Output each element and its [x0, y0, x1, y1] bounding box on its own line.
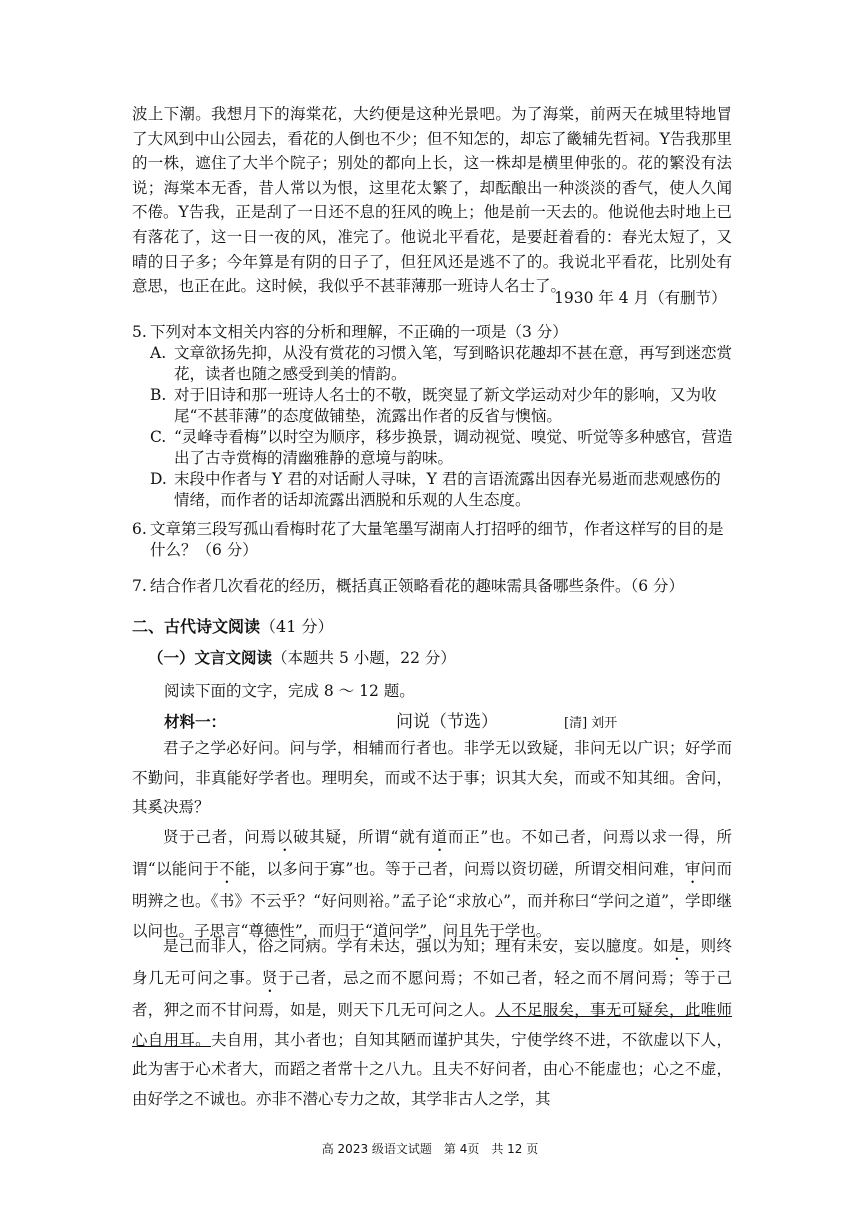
option-text: “灵峰寺看梅”以时空为顺序，移步换景，调动视觉、嗅觉、听觉等多种感官，营造出了古寺赏梅的清幽雅静的意境与韵味。 — [174, 428, 733, 467]
question-6 — [132, 519, 736, 561]
question-number: 6. — [132, 520, 147, 538]
material-label: 材料一： — [164, 713, 227, 731]
classical-paragraph-3 — [132, 932, 732, 1114]
option-label: A. — [150, 344, 167, 362]
question-text: 文章第三段写孤山看梅时花了大量笔墨写湖南人打招呼的细节，作者这样写的目的是什么？（6 分） — [150, 520, 724, 559]
essay-date: 1930 年 4 月（有删节） — [554, 289, 727, 307]
question-text: 下列对本文相关内容的分析和理解，不正确的一项是（3 分） — [150, 323, 568, 341]
text-run: 问而明辨之也。《书》不云乎？“好问则裕。”孟子论“求放心”，而并称曰“学问之道”，学即继以问也。子思言“尊德性”，而归于“道问学”，问且先于学也。 — [132, 860, 732, 940]
text-run: 能，以多问于寡”也。等于己者，问焉以资切磋，所谓交相问难， — [234, 860, 685, 878]
underlined-sentence: 人不足服矣，事无可疑矣，此唯师心自用耳。 — [132, 1001, 732, 1049]
option-d — [150, 469, 734, 511]
section-heading — [132, 614, 333, 637]
option-label: D. — [150, 470, 167, 488]
dotted-char: 是 — [669, 937, 685, 955]
reading-instruction: 阅读下面的文字，完成 8 ～ 12 题。 — [164, 682, 415, 700]
text-run: 而正”也。不如己者，问焉以求一得，所谓“以能问于 — [132, 828, 732, 878]
dotted-char: 贤 — [261, 969, 279, 987]
page-footer: 高 2023 级语文试题 第 4页 共 12 页 — [321, 1142, 539, 1156]
option-label: B. — [150, 386, 167, 404]
option-b — [150, 385, 734, 427]
question-5 — [132, 322, 736, 343]
question-number: 5. — [132, 323, 147, 341]
text-run: 是己而非人，俗之同病。学有未达，强以为知；理有未安，妄以臆度。如 — [163, 937, 670, 955]
section-title: 二、古代诗文阅读 — [132, 617, 261, 636]
classical-paragraph-1: 君子之学必好问。问与学，相辅而行者也。非学无以致疑，非问无以广识；好学而不勤问，非真能好学者也。理明矣，而或不达于事；识其大矣，而或不知其细。舍问，其奚决焉？ — [132, 739, 732, 817]
dotted-char: 以 — [276, 828, 293, 846]
option-text: 末段中作者与 Y 君的对话耐人寻味，Y 君的言语流露出因春光易逝而悲观感伤的情绪，而作者的话却流露出洒脱和乐观的人生态度。 — [174, 470, 721, 509]
question-text: 结合作者几次看花的经历，概括真正领略看花的趣味需具备哪些条件。（6 分） — [150, 577, 685, 595]
text-run: 破其疑，所谓“就有 — [292, 828, 432, 846]
option-text: 文章欲扬先抑，从没有赏花的习惯入笔，写到略识花趣却不甚在意，再写到迷恋赏花，读者也随之感受到美的情韵。 — [174, 344, 733, 383]
subsection-heading — [148, 646, 456, 668]
text-run: 贤于己者，问焉 — [163, 828, 277, 846]
option-label: C. — [150, 428, 167, 446]
dotted-char: 不 — [219, 860, 235, 878]
dotted-char: 审 — [684, 860, 701, 878]
option-a — [150, 343, 734, 385]
essay-paragraph: 波上下潮。我想月下的海棠花，大约便是这种光景吧。为了海棠，前两天在城里特地冒了大风到中山公园去，看花的人倒也不少；但不知怎的，却忘了畿辅先哲祠。Y告我那里的一株，遮住了大半个院子；别处的都向上长，这一株却是横里伸张的。花的繁没有法说；海棠本无香，昔人常以为恨，这里花太繁了，却酝酿出一种淡淡的香气，使人久闻不倦。Y告我，正是刮了一日还不息的狂风的晚上；他是前一天去的。他说他去时地上已有落花了，这一日一夜的风，准完了。他说北平看花，是要赶着看的：春光太短了，又晴的日子多；今年算是有阴的日子了，但狂风还是逃不了的。我说北平看花，比别处有意思，也正在此。这时候，我似乎不甚菲薄那一班诗人名士了。 — [132, 105, 732, 296]
question-7 — [132, 576, 736, 597]
text-run: 夫自用，其小者也；自知其陋而谨护其失，宁使学终不进，不欲虚以下人，此为害于心术者大，而蹈之者常十之八九。且夫不好问者，由心不能虚也；心之不虚，由好学之不诚也。亦非不潜心专力之故，其学非古人之学，其 — [132, 1030, 732, 1108]
option-text: 对于旧诗和那一班诗人名士的不敬，既突显了新文学运动对少年的影响，又为收尾“不甚菲薄”的态度做铺垫，流露出作者的反省与懊恼。 — [174, 386, 717, 425]
material-title: 问说（节选） — [396, 712, 498, 732]
subsection-info: （本题共 5 小题，22 分） — [272, 649, 456, 667]
text-run: ，则终身几无可问之事。 — [132, 937, 732, 987]
material-author: [清] 刘开 — [564, 716, 618, 731]
option-c — [150, 427, 734, 469]
text-run: 于己者，忌之而不愿问焉；不如己者，轻之而不屑问焉；等于己者，狎之而不甘问焉，如是，则天下几无可问之人。 — [132, 969, 732, 1019]
section-score: （41 分） — [260, 617, 334, 636]
question-number: 7. — [132, 577, 147, 595]
subsection-title: （一）文言文阅读 — [148, 649, 273, 667]
classical-paragraph-2 — [132, 823, 732, 946]
dotted-char: 道 — [431, 828, 448, 846]
